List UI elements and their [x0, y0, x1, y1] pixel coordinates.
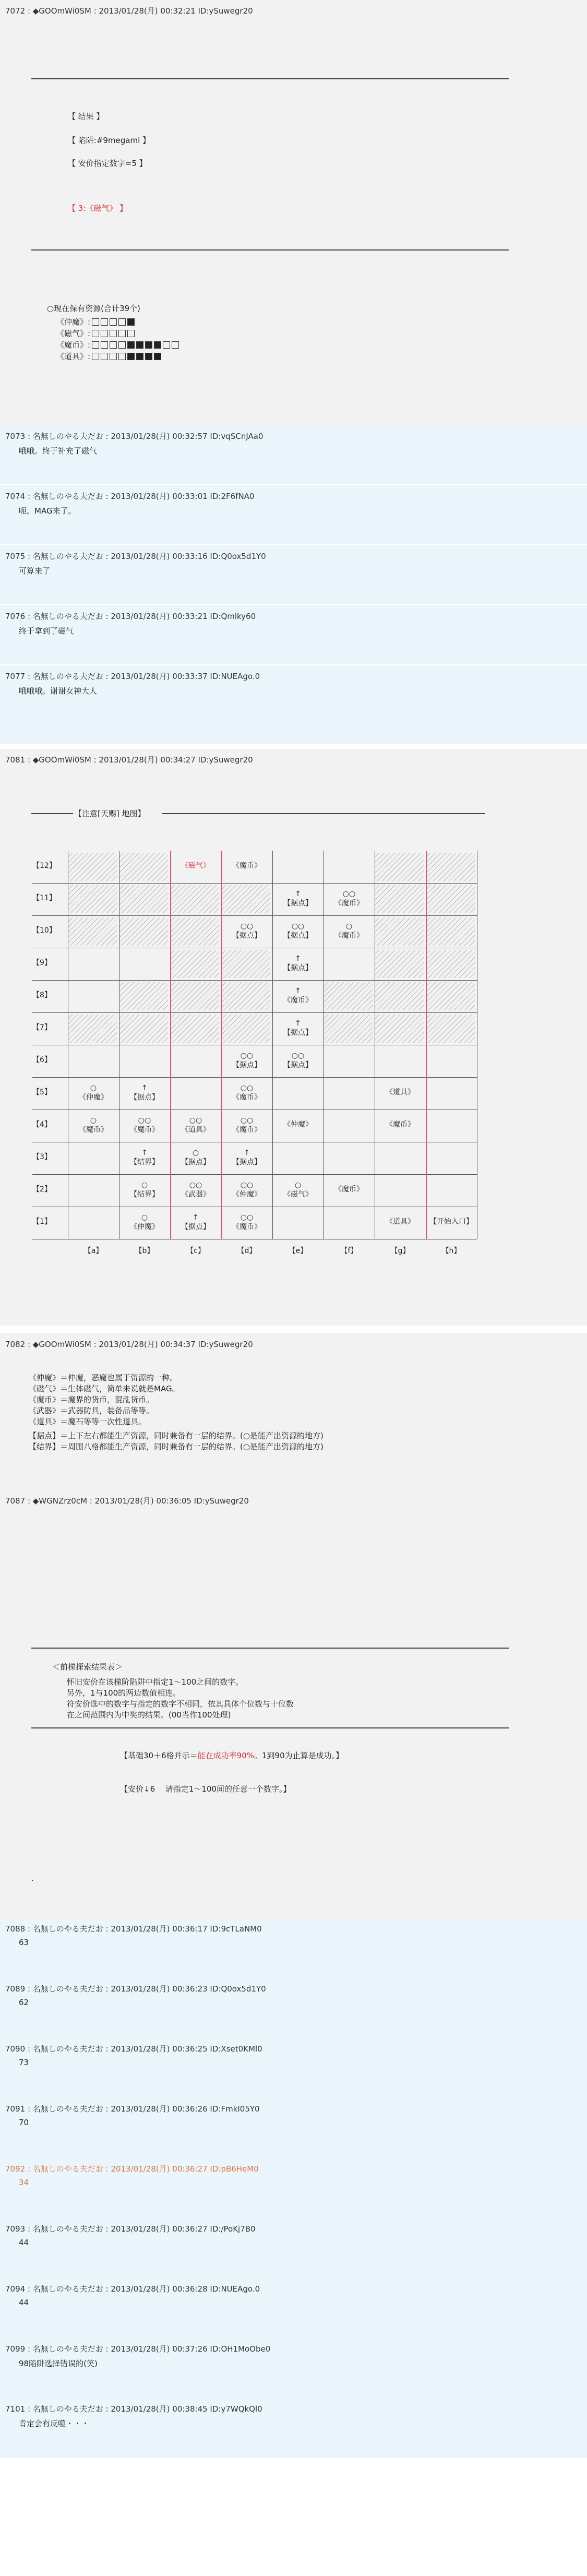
hatched-cell	[119, 917, 168, 946]
post-text: 73	[19, 2058, 29, 2067]
map-cell: ○○ 《仲魔》	[232, 1181, 261, 1199]
hatched-cell	[170, 917, 219, 946]
result-table-title: ＜前梯探索结果表＞	[52, 1662, 123, 1672]
map-row-label: 【6】	[32, 1056, 52, 1064]
empty-square	[92, 341, 99, 349]
map-title: 【注意[天赐] 地图】	[74, 809, 146, 818]
post-text: 70	[19, 2118, 29, 2127]
resource-label: 《道具》:	[56, 352, 91, 361]
empty-square	[110, 330, 117, 337]
success-rate-suffix: 。1到90为止算是成功。】	[254, 1751, 344, 1760]
map-row-line	[32, 980, 477, 981]
success-rate-prefix: 【基础30＋6格并示＝	[120, 1751, 198, 1760]
divider	[31, 1648, 509, 1649]
reply-post	[0, 2098, 587, 2158]
post-header: 7090 : 名無しのやる夫だお : 2013/01/28(月) 00:36:25 ID:Xset0KMl0	[5, 2044, 262, 2054]
filled-square	[136, 341, 143, 349]
filled-square	[127, 341, 135, 349]
map-cell: ○○ 【据点】	[283, 1052, 313, 1069]
hatched-cell	[170, 885, 219, 913]
map-row-line	[32, 883, 477, 884]
post-header: 7101 : 名無しのやる夫だお : 2013/01/28(月) 00:38:45 ID:y7WQkQl0	[5, 2404, 262, 2414]
map-row-label: 【3】	[32, 1153, 52, 1161]
map-cell: 《魔币》	[232, 862, 261, 870]
post-header: 7087 : ◆WGNZrz0cM : 2013/01/28(月) 00:36:05 ID:ySuwegr20	[5, 1496, 249, 1506]
map-cell: ↑ 【据点】	[130, 1084, 159, 1102]
post-header: 7076 : 名無しのやる夫だお : 2013/01/28(月) 00:33:21 ID:Qmlky60	[5, 612, 256, 621]
rules-text	[67, 1677, 294, 1721]
post-7087	[0, 1490, 587, 1918]
post-header: 7089 : 名無しのやる夫だお : 2013/01/28(月) 00:36:23 ID:Q0ox5d1Y0	[5, 1984, 266, 1994]
map-col-label: 【g】	[390, 1247, 410, 1255]
hatched-cell	[221, 950, 270, 978]
post-7082	[0, 1333, 587, 1490]
map-cell: 《道具》	[386, 1218, 415, 1226]
resource-row	[56, 339, 179, 351]
hatched-cell	[170, 982, 219, 1010]
map-cell: ○○ 《魔币》	[232, 1084, 261, 1102]
divider	[31, 249, 509, 251]
filled-square	[127, 353, 135, 360]
legend-line: 【据点】＝上下左右都能生产资源，同时兼备有一层的结界。(○是能产出资源的地方)	[29, 1431, 324, 1440]
map-cell: ○ 【据点】	[181, 1149, 210, 1166]
post-text: 哦哦。终于补充了磁气	[19, 446, 98, 456]
legend-line: 【结界】＝周围八格都能生产资源，同时兼备有一层的结界。(○是能产出资源的地方)	[29, 1442, 324, 1451]
post-text: 34	[19, 2178, 29, 2187]
reply-post	[0, 545, 587, 604]
hatched-cell	[221, 982, 270, 1010]
hatched-cell	[426, 853, 475, 881]
reply-post	[0, 1978, 587, 2038]
hatched-cell	[426, 917, 475, 946]
map-cell: ○ 《磁气》	[283, 1181, 313, 1199]
map-row-line	[32, 1174, 477, 1175]
reply-post	[0, 2158, 587, 2218]
empty-square	[92, 330, 99, 337]
post-header: 7074 : 名無しのやる夫だお : 2013/01/28(月) 00:33:01 ID:2F6fNA0	[5, 492, 255, 501]
map-col-label: 【h】	[441, 1247, 461, 1255]
reply-post	[0, 2398, 587, 2458]
hatched-cell	[68, 885, 117, 913]
hatched-cell	[170, 1015, 219, 1043]
post-header: 7092 : 名無しのやる夫だお : 2013/01/28(月) 00:36:27 ID:pB6HeM0	[5, 2164, 259, 2174]
filled-square	[154, 341, 161, 349]
post-text: 62	[19, 1998, 29, 2007]
reply-post	[0, 605, 587, 664]
post-text: 44	[19, 2298, 29, 2307]
post-text: 可算来了	[19, 566, 51, 576]
success-rate	[120, 1750, 343, 1761]
rules-line: 符安价选中的数字与指定的数字不相同，依其具体个位数与十位数	[67, 1699, 294, 1709]
map-cell: 《道具》	[386, 1088, 415, 1096]
post-text: 63	[19, 1938, 29, 1947]
anka-number-label: 【 安价指定数字=5 】	[68, 159, 147, 168]
reply-post	[0, 2278, 587, 2338]
filled-square	[127, 318, 135, 326]
hatched-cell	[68, 917, 117, 946]
empty-square	[110, 341, 117, 349]
trap-label: 【 陷阱:#9megami 】	[68, 136, 151, 145]
legend-line: 《磁气》＝生体磁气，简单来说就是MAG。	[29, 1384, 180, 1393]
post-header: 7075 : 名無しのやる夫だお : 2013/01/28(月) 00:33:16 ID:Q0ox5d1Y0	[5, 552, 266, 561]
hatched-cell	[119, 885, 168, 913]
map-cell: 《魔币》	[334, 1185, 364, 1194]
map-cell: ○○ 《道具》	[181, 1116, 210, 1134]
map-cell: 【开始入口】	[429, 1218, 473, 1226]
rules-line: 在之间范围内为中奖的结果。(00当作100处理)	[67, 1710, 231, 1720]
post-header: 7081 : ◆GOOmWi0SM : 2013/01/28(月) 00:34:27 ID:ySuwegr20	[5, 755, 253, 765]
hatched-cell	[375, 982, 424, 1010]
resource-label: 《磁气》:	[56, 329, 91, 338]
map-cell: ○○ 《魔币》	[130, 1116, 159, 1134]
map-row-label: 【11】	[32, 894, 56, 902]
post-text: 呃。MAG来了。	[19, 506, 76, 516]
post-text: 肯定会有反噬・・・	[19, 2419, 90, 2428]
resources-list	[56, 316, 179, 362]
map-cell: ○○ 《魔币》	[232, 1116, 261, 1134]
post-header: 7077 : 名無しのやる夫だお : 2013/01/28(月) 00:33:37 ID:NUEAgo.0	[5, 672, 260, 681]
hatched-cell	[375, 1015, 424, 1043]
filled-square	[154, 353, 161, 360]
map-cell: 《磁气》	[181, 862, 210, 870]
map-cell: ○○ 《魔币》	[334, 890, 364, 908]
reply-post	[0, 2218, 587, 2278]
hatched-cell	[119, 853, 168, 881]
map-row-label: 【7】	[32, 1023, 52, 1032]
legend-line: 《仲魔》＝仲魔，恶魔也属于资源的一种。	[29, 1373, 178, 1382]
resource-row	[56, 328, 179, 339]
resource-row	[56, 316, 179, 328]
resource-label: 《仲魔》:	[56, 317, 91, 327]
hatched-cell	[375, 950, 424, 978]
resource-row	[56, 351, 179, 362]
legend-line: 《道具》＝魔石等等一次性道具。	[29, 1417, 147, 1426]
map-col-label: 【d】	[237, 1247, 257, 1255]
map-cell: ○ 《仲魔》	[79, 1084, 108, 1102]
map-cell: ↑ 【据点】	[181, 1213, 210, 1231]
post-text: 98陷阱选择错误的(笑)	[19, 2359, 98, 2368]
map-cell: ○○ 【据点】	[283, 922, 313, 940]
map-row-label: 【4】	[32, 1120, 52, 1129]
map-cell: ↑ 【据点】	[232, 1149, 261, 1166]
empty-square	[110, 353, 117, 360]
filled-square	[145, 341, 152, 349]
map-row-line	[32, 1077, 477, 1078]
post-header: 7099 : 名無しのやる夫だお : 2013/01/28(月) 00:37:26 ID:OH1MoObe0	[5, 2344, 271, 2354]
map-col-label: 【e】	[288, 1247, 308, 1255]
empty-square	[127, 330, 135, 337]
map-row-label: 【2】	[32, 1185, 52, 1194]
filled-square	[136, 353, 143, 360]
map-cell: ↑ 《魔币》	[283, 987, 313, 1005]
resources-title: ○现在保有资源(合计39个)	[47, 304, 140, 313]
empty-square	[110, 318, 117, 326]
reply-post	[0, 665, 587, 744]
map-row-line	[32, 1012, 477, 1013]
trailing-dot: .	[31, 1874, 34, 1883]
hatched-cell	[324, 982, 373, 1010]
hatched-cell	[221, 1015, 270, 1043]
map-col-label: 【a】	[83, 1247, 103, 1255]
map-row-label: 【1】	[32, 1218, 52, 1226]
post-header: 7093 : 名無しのやる夫だお : 2013/01/28(月) 00:36:27 ID:/PoKj7B0	[5, 2224, 256, 2234]
empty-square	[92, 353, 99, 360]
map-cell: ○ 《魔币》	[79, 1116, 108, 1134]
map-cell: 《仲魔》	[283, 1120, 313, 1129]
post-text: 44	[19, 2238, 29, 2247]
map-cell: ↑ 【结界】	[130, 1149, 159, 1166]
map-title-rule-right	[162, 813, 485, 814]
empty-square	[101, 341, 108, 349]
reply-post	[0, 2338, 587, 2398]
rules-line: 另外，1与100的两边数值相连。	[67, 1688, 181, 1698]
map-row-label: 【9】	[32, 959, 52, 967]
map-cell: ↑ 【据点】	[283, 1019, 313, 1037]
empty-square	[118, 318, 126, 326]
hatched-cell	[375, 853, 424, 881]
empty-square	[101, 318, 108, 326]
hatched-cell	[170, 950, 219, 978]
divider	[31, 78, 509, 79]
map-row-label: 【8】	[32, 991, 52, 999]
empty-square	[118, 341, 126, 349]
empty-square	[92, 318, 99, 326]
empty-square	[101, 353, 108, 360]
hatched-cell	[426, 950, 475, 978]
hatched-cell	[119, 982, 168, 1010]
post-header: 7073 : 名無しのやる夫だお : 2013/01/28(月) 00:32:57 ID:vqSCnJAa0	[5, 432, 263, 441]
post-header: 7088 : 名無しのやる夫だお : 2013/01/28(月) 00:36:17 ID:9cTLaNM0	[5, 1924, 262, 1934]
reply-post	[0, 425, 587, 484]
map-cell: ○ 【结界】	[130, 1181, 159, 1199]
map-row-label: 【12】	[32, 862, 56, 870]
post-header: 7072 : ◆GOOmWi0SM : 2013/01/28(月) 00:32:21 ID:ySuwegr20	[5, 6, 253, 16]
empty-square	[118, 353, 126, 360]
empty-square	[118, 330, 126, 337]
map-cell: ○○ 《武器》	[181, 1181, 210, 1199]
reply-post	[0, 2038, 587, 2098]
hatched-cell	[68, 853, 117, 881]
resource-label: 《魔币》:	[56, 340, 91, 350]
map-cell: ○○ 【据点】	[232, 1052, 261, 1069]
post-text: 终于拿到了磁气	[19, 626, 74, 636]
post-header: 7082 : ◆GOOmWi0SM : 2013/01/28(月) 00:34:37 ID:ySuwegr20	[5, 1340, 253, 1349]
map-cell: 《魔币》	[386, 1120, 415, 1129]
empty-square	[163, 341, 170, 349]
result-value: 【 3:《磁气》 】	[68, 204, 128, 213]
hatched-cell	[426, 885, 475, 913]
post-7072	[0, 0, 587, 425]
hatched-cell	[119, 1015, 168, 1043]
map-cell: ○○ 《魔币》	[232, 1213, 261, 1231]
hatched-cell	[375, 917, 424, 946]
map-row-label: 【5】	[32, 1088, 52, 1096]
post-header: 7094 : 名無しのやる夫だお : 2013/01/28(月) 00:36:28 ID:NUEAgo.0	[5, 2284, 260, 2294]
reply-post	[0, 485, 587, 544]
map-title-rule-left	[31, 813, 73, 814]
rules-line: 怀旧安价在该梯阶陷阱中指定1～100之间的数字。	[67, 1677, 244, 1687]
legend-line: 《魔币》＝魔界的货币，混乱货币。	[29, 1395, 154, 1404]
divider	[31, 1727, 509, 1728]
legend-line: 《武器》＝武器防具，装备品等等。	[29, 1406, 154, 1415]
map-col-label: 【f】	[340, 1247, 358, 1255]
empty-square	[172, 341, 179, 349]
hatched-cell	[324, 1015, 373, 1043]
map-col-label: 【c】	[186, 1247, 205, 1255]
hatched-cell	[426, 982, 475, 1010]
post-header: 7091 : 名無しのやる夫だお : 2013/01/28(月) 00:36:26 ID:FmkI05Y0	[5, 2104, 260, 2114]
map-row-line	[32, 915, 477, 916]
legend-list	[29, 1373, 324, 1452]
empty-square	[101, 330, 108, 337]
map-cell: ○ 《魔币》	[334, 922, 364, 940]
hatched-cell	[375, 885, 424, 913]
map-cell: ↑ 【据点】	[283, 890, 313, 908]
map-col-label: 【b】	[135, 1247, 154, 1255]
filled-square	[145, 353, 152, 360]
hatched-cell	[426, 1015, 475, 1043]
map-col-line	[426, 851, 427, 1239]
map-cell: ↑ 【据点】	[283, 955, 313, 972]
anka-request: 【安价↓6 请指定1～100间的任意一个数字。】	[120, 1784, 291, 1794]
reply-post	[0, 1918, 587, 1978]
map-cell: ○○ 【据点】	[232, 922, 261, 940]
result-label: 【 结果 】	[68, 112, 104, 121]
success-rate-value: 能在成功率90%	[197, 1751, 254, 1760]
map-row-label: 【10】	[32, 926, 56, 935]
map-cell: ○ 《仲魔》	[130, 1213, 159, 1231]
hatched-cell	[68, 1015, 117, 1043]
post-text: 哦哦哦。谢谢女神大人	[19, 686, 98, 696]
hatched-cell	[221, 885, 270, 913]
